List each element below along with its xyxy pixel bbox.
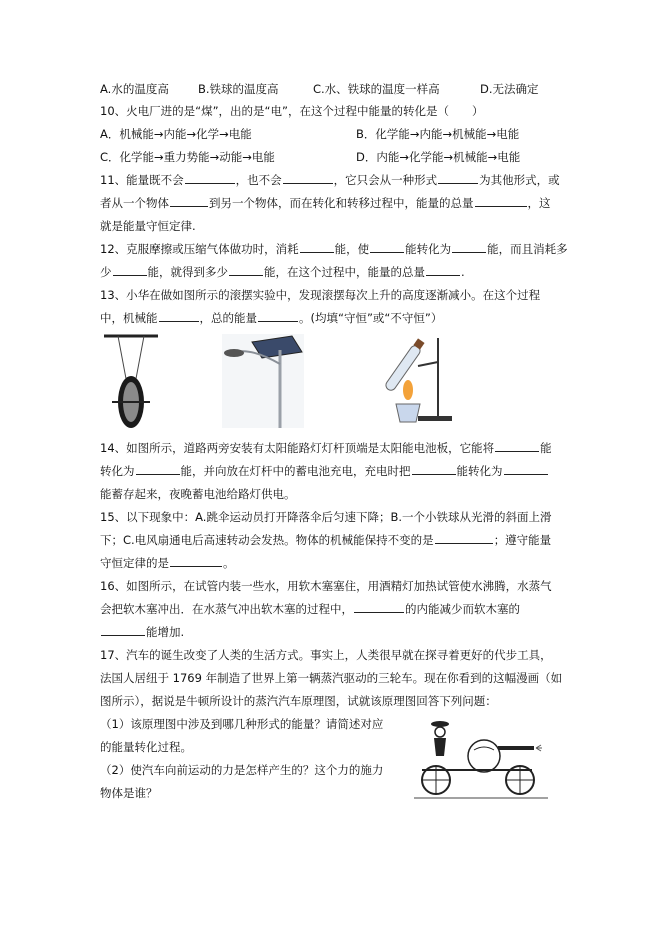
q12-line2: [100, 264, 465, 280]
q17-line2: 法国人居纽于 1769 年制造了世界上第一辆蒸汽驱动的三轮车。现在你看到的这幅漫画（如: [100, 671, 563, 685]
q16-text: 能增加.: [146, 625, 185, 639]
q11-text: ，它只会从一种形式: [333, 173, 438, 187]
q12-blank-3[interactable]: [452, 241, 486, 253]
q15-text: ；遵守能量: [493, 533, 552, 547]
q10-option-b[interactable]: B．化学能→内能→机械能→电能: [356, 127, 520, 141]
q12-blank-6[interactable]: [426, 264, 460, 276]
test-tube-heating-figure: [378, 332, 454, 426]
q11-blank-1[interactable]: [185, 172, 235, 184]
q11-line3: 就是能量守恒定律.: [100, 219, 196, 233]
q11-text: ，这: [527, 196, 551, 210]
q13-text: 。(均填“守恒”或“不守恒”）: [299, 311, 443, 325]
q17-sub1-line1: （1）该原理图中涉及到哪几种形式的能量？请简述对应: [100, 717, 384, 731]
test-tube: [384, 344, 422, 392]
q12-text: 能，在这个过程中，能量的总量: [264, 265, 425, 279]
q12-text: 能，而且消耗多: [487, 242, 568, 256]
q17-line1: 17、汽车的诞生改变了人类的生活方式。事实上，人类很早就在探寻着更好的代步工具，: [100, 648, 552, 662]
q13-blank-1[interactable]: [159, 310, 199, 322]
q9-option-a[interactable]: A.水的温度高: [100, 82, 169, 96]
q14-blank-2[interactable]: [136, 463, 180, 475]
lamp-head: [224, 349, 244, 357]
q11-line2: [100, 195, 551, 211]
q12-blank-4[interactable]: [113, 264, 147, 276]
q11-blank-3[interactable]: [438, 172, 478, 184]
q14-text: 能，并向放在灯杆中的蓄电池充电，充电时把: [180, 464, 411, 478]
q15-blank-2[interactable]: [170, 555, 222, 567]
q12-line1: [100, 241, 568, 257]
driver-body: [434, 738, 446, 756]
q11-blank-4[interactable]: [170, 195, 208, 207]
q10-option-a[interactable]: A．机械能→内能→化学→电能: [100, 127, 252, 141]
q14-blank-3[interactable]: [412, 463, 456, 475]
q11-blank-5[interactable]: [475, 195, 527, 207]
q14-text: 能: [540, 441, 552, 455]
q16-line2: [100, 601, 520, 617]
driver-hat: [431, 721, 449, 727]
q16-text: 会把软木塞冲出．在水蒸气冲出软木塞的过程中，: [100, 602, 353, 616]
q11-text: ，也不会: [235, 173, 282, 187]
q17-line3: 图所示），据说是牛顿所设计的蒸汽汽车原理图，试就该原理图回答下列问题：: [100, 694, 497, 708]
q16-blank-1[interactable]: [354, 601, 404, 613]
q12-text: 能转化为: [405, 242, 452, 256]
q11-line1: [100, 172, 560, 188]
q15-line3: [100, 555, 235, 571]
q16-line3: [100, 624, 184, 640]
solar-street-lamp-figure: [222, 334, 304, 428]
stand-base: [418, 416, 452, 421]
boiler: [468, 740, 500, 772]
q14-text: 14、如图所示，道路两旁安装有太阳能路灯灯杆顶端是太阳能电池板，它能将: [100, 441, 495, 455]
q15-line2: [100, 532, 551, 548]
q14-blank-4[interactable]: [504, 463, 548, 475]
q13-line2: [100, 310, 442, 326]
q15-text: 下；C.电风扇通电后高速转动会发热。物体的机械能保持不变的是: [100, 533, 434, 547]
q12-blank-5[interactable]: [229, 264, 263, 276]
q10-option-d[interactable]: D．内能→化学能→机械能→电能: [356, 150, 521, 164]
q11-blank-2[interactable]: [283, 172, 333, 184]
q12-text: 12、克服摩擦或压缩气体做功时，消耗: [100, 242, 299, 256]
q14-line2: [100, 463, 549, 479]
q14-line1: [100, 440, 552, 456]
q16-line1: 16、如图所示，在试管内装一些水，用软木塞塞住，用酒精灯加热试管使水沸腾，水蒸气: [100, 579, 552, 593]
q17-sub2-line2: 物体是谁？: [100, 786, 158, 800]
q9-option-c[interactable]: C.水、铁球的温度一样高: [313, 82, 440, 96]
steam-car-figure: [414, 716, 548, 800]
q12-blank-2[interactable]: [370, 241, 404, 253]
q12-text: 能，就得到多少: [147, 265, 228, 279]
steam-nozzle: [498, 746, 534, 750]
q15-text: 守恒定律的是: [100, 556, 169, 570]
q10-stem: 10、火电厂进的是“煤”，出的是“电”，在这个过程中能量的转化是（ ）: [100, 104, 484, 118]
driver-head: [435, 727, 445, 737]
q15-blank-1[interactable]: [435, 532, 493, 544]
q12-text: 少: [100, 265, 112, 279]
alcohol-lamp: [396, 404, 420, 422]
q11-text: 11、能量既不会: [100, 173, 184, 187]
q12-blank-1[interactable]: [300, 241, 334, 253]
q13-blank-2[interactable]: [258, 310, 298, 322]
q14-text: 转化为: [100, 464, 135, 478]
q10-option-c[interactable]: C．化学能→重力势能→动能→电能: [100, 150, 275, 164]
steam-puffs: [536, 745, 542, 751]
q13-text: ，总的能量: [199, 311, 257, 325]
q13-text: 中，机械能: [100, 311, 158, 325]
q15-text: 。: [223, 556, 235, 570]
q14-line3: 能蓄存起来，夜晚蓄电池给路灯供电。: [100, 487, 296, 501]
q15-line1: 15、以下现象中：A.跳伞运动员打开降落伞后匀速下降；B.一个小铁球从光滑的斜面上滑: [100, 510, 552, 524]
q16-text: 的内能减少而软木塞的: [405, 602, 520, 616]
maxwell-pendulum-figure: [100, 332, 162, 430]
q11-text: 到另一个物体，而在转化和转移过程中，能量的总量: [209, 196, 474, 210]
q17-sub2-line1: （2）使汽车向前运动的力是怎样产生的？这个力的施力: [100, 763, 384, 777]
stand-clamp: [418, 362, 438, 366]
q9-option-b[interactable]: B.铁球的温度高: [198, 82, 279, 96]
q13-line1: 13、小华在做如图所示的滚摆实验中，发现滚摆每次上升的高度逐渐减小。在这个过程: [100, 288, 541, 302]
q12-text: 能，使: [334, 242, 370, 256]
flame: [403, 380, 413, 400]
q9-option-d[interactable]: D.无法确定: [480, 82, 539, 96]
q11-text: 为其他形式，或: [479, 173, 560, 187]
q14-blank-1[interactable]: [495, 440, 539, 452]
q14-text: 能转化为: [456, 464, 503, 478]
q16-blank-2[interactable]: [101, 624, 145, 636]
q17-sub1-line2: 的能量转化过程。: [100, 740, 192, 754]
q12-text: .: [461, 265, 465, 279]
q11-text: 者从一个物体: [100, 196, 169, 210]
